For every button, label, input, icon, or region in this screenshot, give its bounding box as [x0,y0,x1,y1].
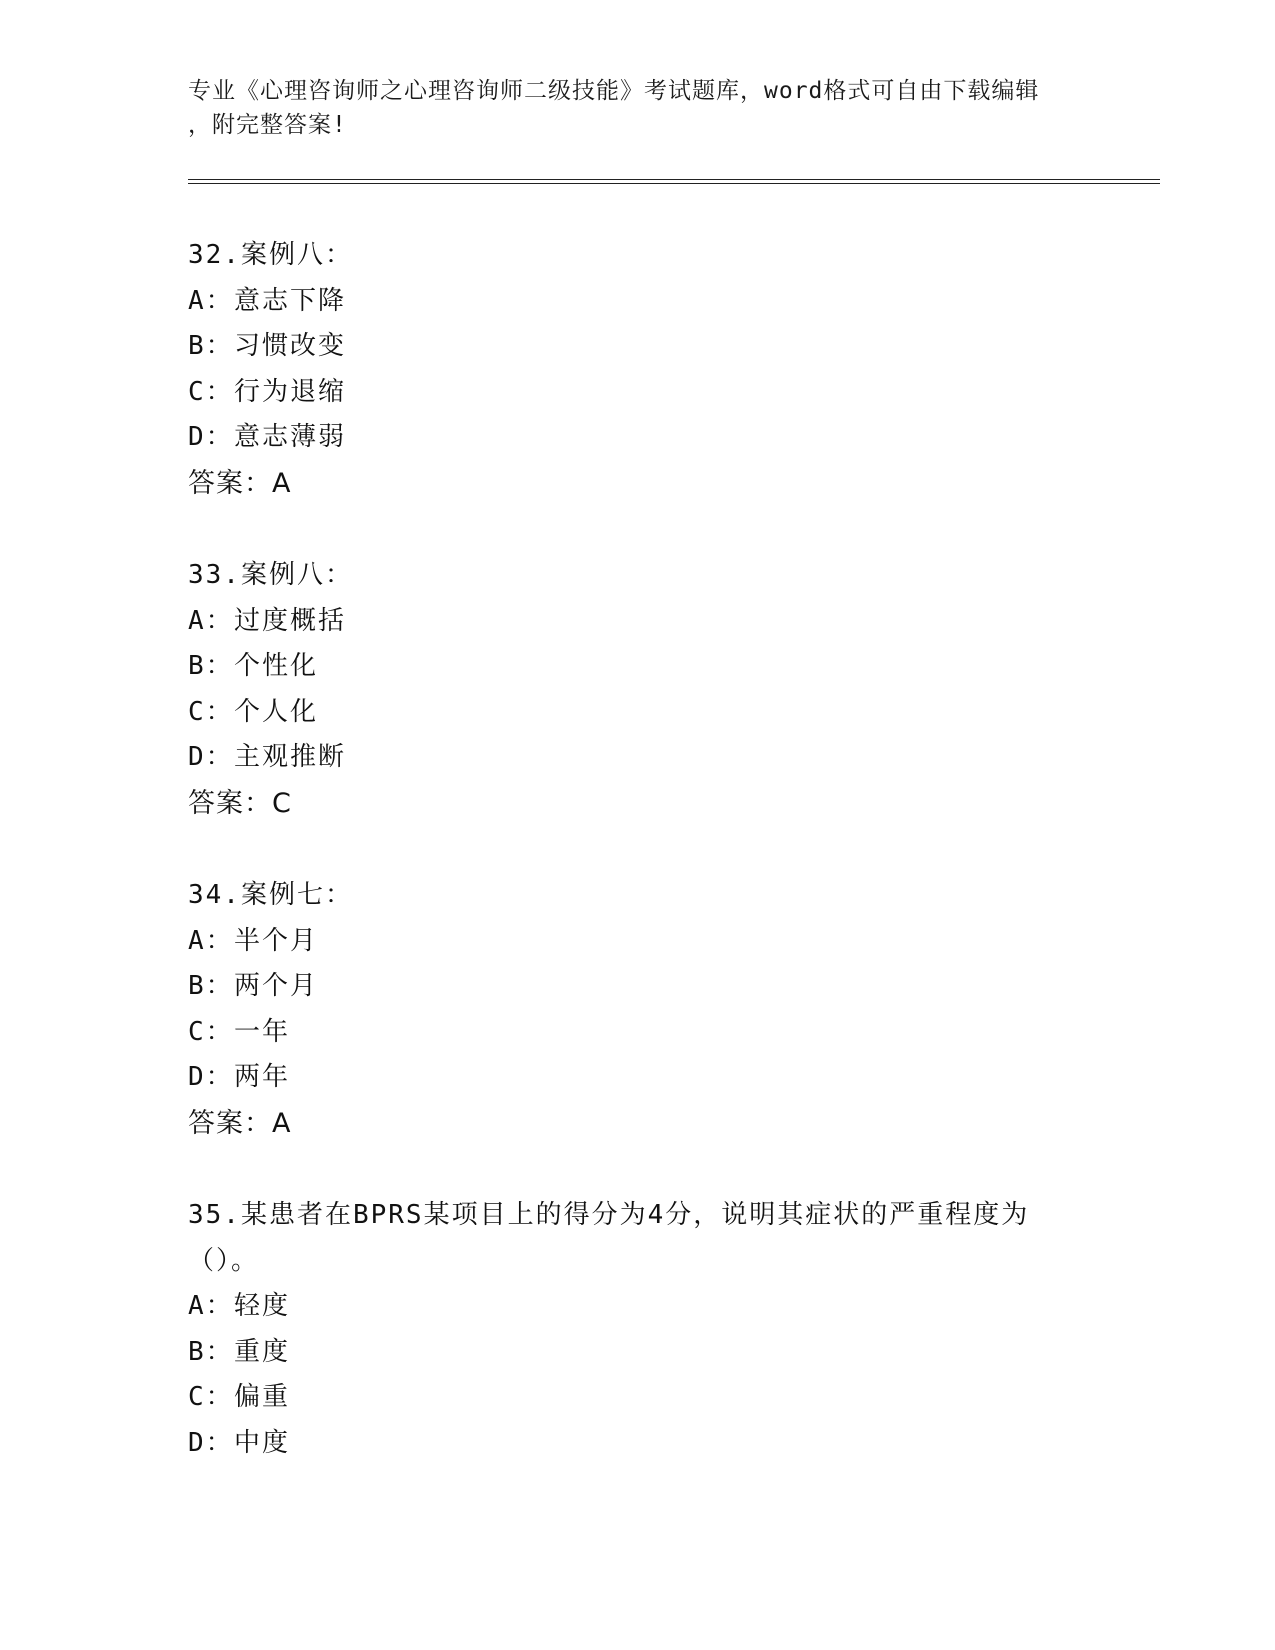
option-a [188,1284,1029,1330]
question-stem-line-1: 35.某患者在BPRS某项目上的得分为4分，说明其症状的严重程度为 [188,1200,1030,1230]
option-a [188,919,353,965]
option-label: B： [188,1336,234,1367]
option-c [188,370,353,416]
option-b [188,644,353,690]
option-label: A： [188,605,234,636]
question-stem-line-2: （）。 [188,1245,260,1276]
question-33 [188,553,353,826]
option-text: 意志薄弱 [234,422,347,452]
option-text: 过度概括 [234,605,347,636]
option-text: 两年 [234,1062,291,1092]
answer-line: 答案：A [188,467,292,499]
option-label: D： [188,1062,234,1092]
option-text: 两个月 [234,971,319,1001]
option-text: 偏重 [234,1382,291,1412]
document-header [188,74,1088,142]
option-text: 个人化 [234,696,319,727]
option-label: C： [188,376,234,407]
option-text: 一年 [234,1016,291,1047]
option-label: A： [188,1291,234,1321]
option-text: 主观推断 [234,742,347,772]
option-text: 习惯改变 [234,331,347,361]
header-rule-top [188,179,1160,180]
option-b [188,1330,1029,1376]
option-b [188,324,353,370]
answer-line: 答案：A [188,1107,292,1139]
option-c [188,1375,1029,1421]
option-label: A： [188,925,234,956]
option-label: C： [188,696,234,727]
option-label: D： [188,1427,234,1458]
option-label: B： [188,971,234,1001]
option-a [188,599,353,645]
option-label: A： [188,285,234,316]
option-d [188,1421,1029,1467]
option-label: B： [188,651,234,681]
answer-line: 答案：C [188,787,292,819]
question-34 [188,873,353,1146]
question-stem: 33.案例八： [188,560,353,590]
option-text: 个性化 [234,651,319,681]
header-line-2: ，附完整答案! [188,112,347,138]
option-c [188,1010,353,1056]
option-text: 半个月 [234,925,319,956]
question-stem: 34.案例七： [188,880,353,910]
option-text: 轻度 [234,1291,291,1321]
option-d [188,415,353,461]
option-text: 重度 [234,1336,291,1367]
question-stem: 32.案例八： [188,240,353,270]
option-text: 行为退缩 [234,376,347,407]
option-d [188,1055,353,1101]
question-32 [188,233,353,506]
option-c [188,690,353,736]
header-rule-bottom [188,183,1160,184]
option-a [188,279,353,325]
option-text: 意志下降 [234,285,347,316]
question-35 [188,1193,1029,1466]
option-label: B： [188,331,234,361]
option-d [188,735,353,781]
option-label: C： [188,1382,234,1412]
option-label: D： [188,422,234,452]
option-label: D： [188,742,234,772]
option-label: C： [188,1016,234,1047]
option-b [188,964,353,1010]
header-line-1: 专业《心理咨询师之心理咨询师二级技能》考试题库，word格式可自由下载编辑 [188,78,1040,104]
option-text: 中度 [234,1427,291,1458]
